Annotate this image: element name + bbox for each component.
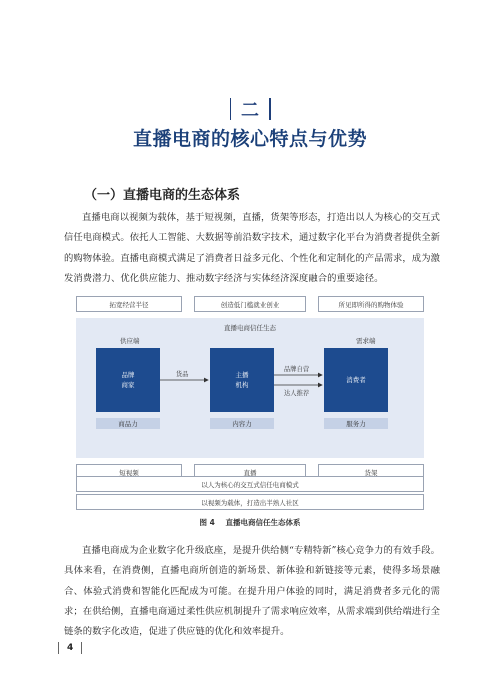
base-trust-model: 以人为核心的交互式信任电商模式 (76, 476, 424, 492)
goods-label: 货品 (176, 371, 189, 378)
figure-title: 直播电商信任生态体系 (225, 518, 301, 527)
section-title: （一）直播电商的生态体系 (84, 188, 241, 203)
chapter-title: 直播电商的核心特点与优势 (132, 128, 367, 150)
form-shelf: 货架 (318, 464, 424, 480)
chapter-bar-right (269, 98, 271, 120)
brand-merchant-node: 品牌 商家 (96, 348, 160, 412)
figure-label: 图 4 (199, 518, 215, 527)
paragraph-1: 直播电商以视频为载体，基于短视频，直播，货架等形态，打造出以人为核心的交互式信任电商模式。依托人工智能、大数据等前沿数字技术，通过数字化平台为消费者提供全新的购物体验。直播电商模式满足了消费者日益多元化、个性化和定制化的产品需求，成为激发消费潜力、优化供应能力、推动数字经济与实体经济深度融合的重要途径。 (64, 212, 440, 284)
content-power-cap: 内容力 (210, 418, 274, 429)
page-footer (58, 642, 82, 654)
form-short-video: 短视频 (76, 464, 182, 480)
top-box-experience: 所见即所得的购物体验 (318, 296, 424, 312)
anchor-agency-node: 主播 机构 (210, 348, 274, 412)
self-run-label: 品牌自营 (284, 366, 310, 373)
consumer-node: 消费者 (324, 348, 388, 412)
paragraph-2: 直播电商成为企业数字化升级底座，是提升供给侧“专精特新”核心竞争力的有效手段。具体来看，在消费侧，直播电商所创造的新场景、新体验和新链接等元素，使得多场景融合、体验式消费和智能化匹配成为可能。在提升用户体验的同时，满足消费者多元化的需求；在供给侧，直播电商通过柔性供应机制提升了需求响应效率，从需求端到供给端进行全链条的数字化改造，促进了供应链的优化和效率提升。 (64, 545, 440, 638)
top-box-radius: 拓宽经营半径 (76, 296, 182, 312)
demand-side-label: 需求端 (356, 337, 376, 345)
chapter-number-text: 二 (241, 100, 259, 121)
panel-title: 直播电商信任生态 (224, 324, 276, 332)
chapter-number (218, 96, 282, 122)
flow-arrows (76, 318, 424, 458)
figure-caption (0, 517, 500, 528)
expert-recommend-label: 达人推荐 (284, 390, 310, 397)
service-power-cap: 服务力 (324, 418, 388, 429)
top-box-employment: 创造低门槛就业创业 (194, 296, 306, 312)
page-number: 4 (67, 643, 74, 653)
trust-ecosystem-panel (76, 318, 424, 458)
product-power-cap: 商品力 (96, 418, 160, 429)
ecosystem-diagram (74, 294, 426, 510)
form-livestream: 直播 (194, 464, 306, 480)
base-video-community: 以视频为载体，打造出半熟人社区 (76, 494, 424, 510)
footer-bar-right (81, 642, 82, 654)
supply-side-label: 供应端 (120, 337, 140, 345)
